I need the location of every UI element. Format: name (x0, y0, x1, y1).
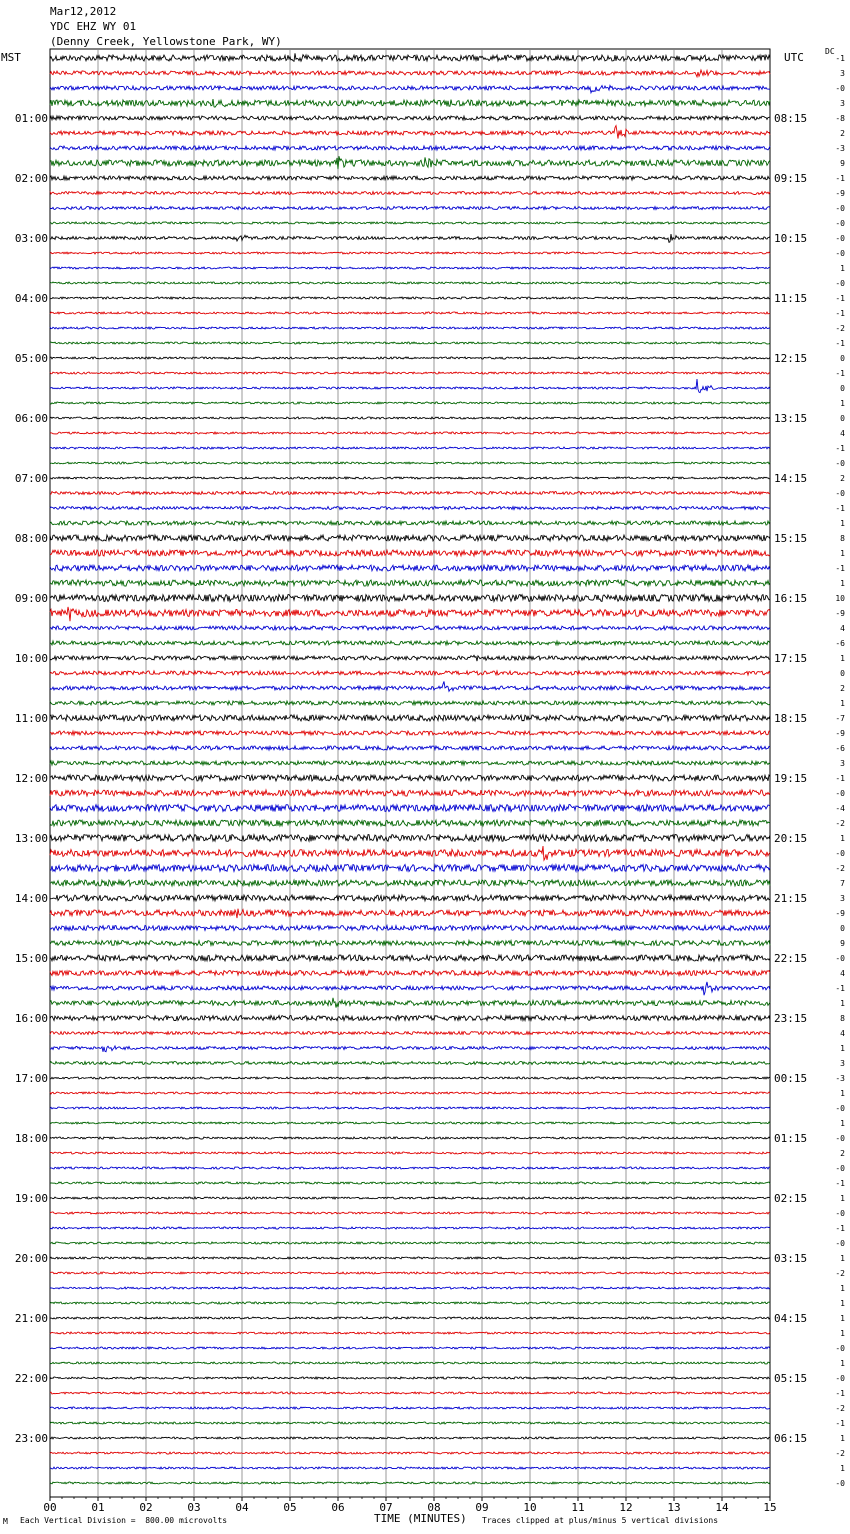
seismic-trace (50, 86, 770, 93)
mst-hour-label: 03:00 (14, 232, 48, 245)
seismic-trace (50, 1122, 770, 1124)
x-tick-label: 12 (619, 1501, 633, 1514)
utc-hour-label: 09:15 (774, 172, 808, 185)
x-axis-title: TIME (MINUTES) (374, 1512, 467, 1525)
dc-offset-label: -6 (835, 744, 845, 753)
seismic-trace (50, 820, 770, 826)
seismic-trace (50, 462, 770, 464)
dc-offset-label: -0 (835, 459, 845, 468)
dc-offset-label: -0 (835, 279, 845, 288)
seismic-trace (50, 1137, 770, 1139)
seismic-trace (50, 267, 770, 269)
seismic-trace (50, 1332, 770, 1334)
seismic-trace (50, 70, 770, 77)
seismic-trace (50, 207, 770, 210)
dc-offset-label: 1 (840, 1194, 845, 1203)
footer-mark: M (3, 1517, 8, 1526)
mst-hour-label: 05:00 (14, 352, 48, 365)
dc-offset-label: -2 (835, 819, 845, 828)
seismic-trace (50, 1467, 770, 1469)
seismic-trace (50, 222, 770, 224)
seismic-trace (50, 372, 770, 374)
utc-hour-label: 22:15 (774, 952, 808, 965)
seismic-trace (50, 671, 770, 675)
dc-offset-label: -1 (835, 174, 845, 183)
seismic-trace (50, 176, 770, 180)
seismic-trace (50, 998, 770, 1008)
dc-offset-label: -9 (835, 189, 845, 198)
seismic-trace (50, 521, 770, 525)
seismic-trace (50, 681, 770, 691)
dc-offset-label: -1 (835, 54, 845, 63)
dc-offset-label: -0 (835, 1104, 845, 1113)
seismic-trace (50, 1422, 770, 1424)
dc-offset-label: -1 (835, 444, 845, 453)
dc-offset-label: 1 (840, 1284, 845, 1293)
seismic-trace (50, 402, 770, 404)
seismic-trace (50, 252, 770, 254)
dc-offset-label: -1 (835, 1179, 845, 1188)
dc-offset-label: -1 (835, 1224, 845, 1233)
dc-offset-label: 4 (840, 969, 845, 978)
seismic-trace (50, 1167, 770, 1169)
seismic-trace (50, 432, 770, 434)
seismic-trace (50, 1197, 770, 1199)
dc-offset-label: -9 (835, 729, 845, 738)
utc-hour-label: 00:15 (774, 1072, 808, 1085)
seismic-trace (50, 1182, 770, 1184)
seismic-trace (50, 1407, 770, 1409)
clip-note: Traces clipped at plus/minus 5 vertical divisions (482, 1516, 719, 1525)
x-tick-label: 02 (139, 1501, 153, 1514)
seismic-trace (50, 146, 770, 150)
dc-offset-label: -0 (835, 954, 845, 963)
seismic-trace (50, 1347, 770, 1349)
dc-offset-label: 4 (840, 429, 845, 438)
dc-offset-label: -0 (835, 84, 845, 93)
dc-offset-label: -0 (835, 234, 845, 243)
dc-offset-label: 8 (840, 1014, 845, 1023)
dc-offset-label: 2 (840, 684, 845, 693)
utc-hour-label: 19:15 (774, 772, 808, 785)
dc-offset-label: -8 (835, 114, 845, 123)
seismic-trace (50, 835, 770, 842)
utc-hour-label: 08:15 (774, 112, 808, 125)
utc-hour-label: 21:15 (774, 892, 808, 905)
seismic-trace (50, 607, 770, 621)
dc-offset-label: 1 (840, 1044, 845, 1053)
dc-offset-label: -1 (835, 309, 845, 318)
seismic-trace (50, 379, 770, 393)
dc-offset-label: -0 (835, 1374, 845, 1383)
x-tick-label: 14 (715, 1501, 729, 1514)
dc-offset-label: -3 (835, 1074, 845, 1083)
mst-hour-label: 22:00 (14, 1372, 48, 1385)
dc-offset-label: -1 (835, 504, 845, 513)
dc-offset-label: 4 (840, 1029, 845, 1038)
seismic-trace (50, 790, 770, 796)
dc-offset-label: 1 (840, 654, 845, 663)
seismic-trace (50, 1257, 770, 1259)
utc-hour-label: 16:15 (774, 592, 808, 605)
dc-offset-label: -9 (835, 609, 845, 618)
dc-offset-label: -0 (835, 204, 845, 213)
mst-hour-label: 09:00 (14, 592, 48, 605)
utc-hour-label: 20:15 (774, 832, 808, 845)
record-date: Mar12,2012 (50, 5, 117, 18)
dc-offset-label: 3 (840, 69, 845, 78)
seismic-trace (50, 805, 770, 812)
x-tick-label: 03 (187, 1501, 201, 1514)
dc-offset-label: -2 (835, 324, 845, 333)
dc-offset-label: -4 (835, 804, 845, 813)
station-code: YDC EHZ WY 01 (50, 20, 137, 33)
mst-label: MST (1, 51, 21, 64)
dc-offset-label: 2 (840, 474, 845, 483)
seismic-trace (50, 1227, 770, 1229)
seismic-trace (50, 447, 770, 449)
dc-offset-label: 1 (840, 264, 845, 273)
seismic-trace (50, 731, 770, 735)
dc-offset-label: -6 (835, 639, 845, 648)
dc-offset-label: -0 (835, 219, 845, 228)
seismic-trace (50, 941, 770, 946)
dc-offset-label: 1 (840, 1359, 845, 1368)
seismic-trace (50, 1046, 770, 1052)
dc-offset-label: 0 (840, 414, 845, 423)
mst-hour-label: 07:00 (14, 472, 48, 485)
x-tick-label: 11 (571, 1501, 585, 1514)
seismic-trace (50, 1377, 770, 1379)
seismic-trace (50, 477, 770, 479)
utc-hour-label: 10:15 (774, 232, 808, 245)
dc-offset-label: 1 (840, 1254, 845, 1263)
mst-hour-label: 01:00 (14, 112, 48, 125)
seismic-trace (50, 297, 770, 299)
utc-hour-label: 17:15 (774, 652, 808, 665)
seismic-trace (50, 1482, 770, 1484)
mst-hour-label: 20:00 (14, 1252, 48, 1265)
dc-offset-label: 1 (840, 549, 845, 558)
dc-offset-label: -2 (835, 864, 845, 873)
dc-offset-label: 1 (840, 1329, 845, 1338)
x-tick-label: 06 (331, 1501, 345, 1514)
dc-offset-label: -0 (835, 1134, 845, 1143)
seismic-trace (50, 417, 770, 419)
seismic-trace (50, 955, 770, 961)
seismic-trace (50, 192, 770, 195)
seismic-trace (50, 909, 770, 918)
seismic-trace (50, 746, 770, 750)
seismic-trace (50, 865, 770, 872)
seismic-trace (50, 846, 770, 860)
dc-offset-label: -0 (835, 1164, 845, 1173)
dc-offset-label: -0 (835, 849, 845, 858)
seismic-trace (50, 535, 770, 541)
mst-hour-label: 15:00 (14, 952, 48, 965)
seismic-trace (50, 926, 770, 931)
seismic-trace (50, 116, 770, 120)
seismic-trace (50, 595, 770, 602)
seismic-trace (50, 641, 770, 645)
seismic-trace (50, 1062, 770, 1065)
seismic-trace (50, 895, 770, 901)
utc-hour-label: 06:15 (774, 1432, 808, 1445)
mst-hour-label: 17:00 (14, 1072, 48, 1085)
mst-hour-label: 04:00 (14, 292, 48, 305)
seismic-trace (50, 327, 770, 329)
mst-hour-label: 12:00 (14, 772, 48, 785)
dc-offset-label: -0 (835, 1209, 845, 1218)
seismic-trace (50, 1272, 770, 1274)
dc-offset-label: 0 (840, 384, 845, 393)
seismic-trace (50, 580, 770, 586)
mst-hour-label: 18:00 (14, 1132, 48, 1145)
dc-offset-label: -3 (835, 144, 845, 153)
dc-offset-label: 1 (840, 519, 845, 528)
dc-offset-label: -0 (835, 1344, 845, 1353)
seismic-trace (50, 1032, 770, 1035)
dc-offset-label: 0 (840, 669, 845, 678)
x-tick-label: 04 (235, 1501, 249, 1514)
seismic-trace (50, 1362, 770, 1364)
seismic-trace (50, 1242, 770, 1244)
plot-frame (50, 49, 770, 1497)
dc-offset-label: 1 (840, 834, 845, 843)
seismic-trace (50, 342, 770, 344)
seismic-trace (50, 1077, 770, 1079)
dc-offset-label: -2 (835, 1404, 845, 1413)
dc-offset-label: -9 (835, 909, 845, 918)
dc-offset-label: -2 (835, 1269, 845, 1278)
seismic-trace (50, 234, 770, 242)
dc-offset-label: -1 (835, 369, 845, 378)
utc-hour-label: 03:15 (774, 1252, 808, 1265)
minute-gridlines (50, 49, 770, 1497)
dc-offset-label: 1 (840, 579, 845, 588)
utc-hour-label: 23:15 (774, 1012, 808, 1025)
x-tick-label: 01 (91, 1501, 105, 1514)
dc-offset-label: 1 (840, 1434, 845, 1443)
dc-offset-label: 3 (840, 894, 845, 903)
seismic-trace (50, 156, 770, 169)
x-tick-label: 08 (427, 1501, 441, 1514)
utc-hour-label: 05:15 (774, 1372, 808, 1385)
seismic-trace (50, 701, 770, 705)
dc-offset-label: -2 (835, 1449, 845, 1458)
seismic-trace (50, 53, 770, 61)
dc-offset-label: 9 (840, 939, 845, 948)
dc-offset-label: 2 (840, 1149, 845, 1158)
mst-hour-label: 11:00 (14, 712, 48, 725)
dc-offset-label: -1 (835, 339, 845, 348)
seismic-trace (50, 880, 770, 886)
x-tick-label: 09 (475, 1501, 489, 1514)
seismic-trace (50, 1317, 770, 1319)
dc-offset-label: 4 (840, 624, 845, 633)
mst-hour-label: 08:00 (14, 532, 48, 545)
dc-offset-label: 9 (840, 159, 845, 168)
dc-offset-label: 1 (840, 1464, 845, 1473)
utc-hour-label: 14:15 (774, 472, 808, 485)
mst-hour-label: 06:00 (14, 412, 48, 425)
seismic-trace (50, 971, 770, 976)
dc-offset-label: -1 (835, 564, 845, 573)
mst-hour-label: 19:00 (14, 1192, 48, 1205)
utc-hour-label: 02:15 (774, 1192, 808, 1205)
dc-offset-label: 3 (840, 1059, 845, 1068)
dc-offset-label: -0 (835, 789, 845, 798)
dc-offset-label: -1 (835, 774, 845, 783)
dc-offset-label: -0 (835, 489, 845, 498)
x-tick-label: 05 (283, 1501, 297, 1514)
dc-offset-label: 1 (840, 1314, 845, 1323)
dc-offset-label: 1 (840, 999, 845, 1008)
seismic-trace (50, 99, 770, 107)
dc-offset-label: 3 (840, 759, 845, 768)
utc-label: UTC (784, 51, 804, 64)
seismic-trace (50, 1452, 770, 1454)
dc-offset-label: 1 (840, 1119, 845, 1128)
seismic-trace (50, 626, 770, 630)
seismic-trace (50, 565, 770, 571)
utc-hour-label: 11:15 (774, 292, 808, 305)
dc-offset-label: -0 (835, 249, 845, 258)
seismic-trace (50, 312, 770, 314)
utc-hour-label: 13:15 (774, 412, 808, 425)
dc-offset-label: -1 (835, 1389, 845, 1398)
utc-hour-label: 01:15 (774, 1132, 808, 1145)
seismic-trace (50, 655, 770, 661)
scale-note: Each Vertical Division = 800.00 microvolts (20, 1516, 228, 1525)
dc-offset-label: 1 (840, 1299, 845, 1308)
seismic-traces (50, 53, 770, 1484)
dc-offset-label: 8 (840, 534, 845, 543)
seismic-trace (50, 1302, 770, 1304)
mst-hour-label: 02:00 (14, 172, 48, 185)
x-tick-label: 00 (43, 1501, 57, 1514)
seismic-trace (50, 1212, 770, 1214)
mst-hour-label: 14:00 (14, 892, 48, 905)
seismic-trace (50, 1437, 770, 1439)
x-tick-label: 07 (379, 1501, 393, 1514)
seismic-trace (50, 357, 770, 359)
dc-offset-label: 1 (840, 399, 845, 408)
seismic-trace (50, 492, 770, 495)
dc-offset-label: 3 (840, 99, 845, 108)
station-location: (Denny Creek, Yellowstone Park, WY) (50, 35, 282, 48)
seismic-trace (50, 775, 770, 781)
seismic-trace (50, 1092, 770, 1094)
seismic-trace (50, 282, 770, 284)
dc-offset-label: -0 (835, 1239, 845, 1248)
dc-offset-label: 2 (840, 129, 845, 138)
seismic-trace (50, 550, 770, 556)
seismic-trace (50, 1392, 770, 1394)
seismic-trace (50, 982, 770, 995)
dc-offset-label: 10 (835, 594, 845, 603)
seismic-trace (50, 1287, 770, 1289)
mst-hour-label: 10:00 (14, 652, 48, 665)
x-tick-label: 15 (763, 1501, 777, 1514)
dc-offset-label: 1 (840, 699, 845, 708)
x-tick-label: 13 (667, 1501, 681, 1514)
dc-offset-label: 0 (840, 924, 845, 933)
seismic-trace (50, 126, 770, 139)
dc-offset-label: 0 (840, 354, 845, 363)
utc-hour-label: 12:15 (774, 352, 808, 365)
utc-hour-label: 04:15 (774, 1312, 808, 1325)
dc-offset-label: -1 (835, 294, 845, 303)
seismic-trace (50, 761, 770, 765)
dc-offset-label: 7 (840, 879, 845, 888)
utc-hour-label: 15:15 (774, 532, 808, 545)
dc-offset-label: -1 (835, 1419, 845, 1428)
mst-hour-label: 21:00 (14, 1312, 48, 1325)
seismic-trace (50, 1152, 770, 1154)
dc-offset-label: -0 (835, 1479, 845, 1488)
dc-label: DC (825, 47, 835, 56)
seismic-trace (50, 715, 770, 721)
seismic-trace (50, 507, 770, 510)
dc-offset-label: 1 (840, 1089, 845, 1098)
mst-hour-label: 23:00 (14, 1432, 48, 1445)
mst-hour-label: 13:00 (14, 832, 48, 845)
mst-hour-label: 16:00 (14, 1012, 48, 1025)
seismic-trace (50, 1016, 770, 1021)
dc-offset-label: -7 (835, 714, 845, 723)
seismic-trace (50, 1107, 770, 1109)
dc-offset-label: -1 (835, 984, 845, 993)
x-tick-label: 10 (523, 1501, 537, 1514)
utc-hour-label: 18:15 (774, 712, 808, 725)
